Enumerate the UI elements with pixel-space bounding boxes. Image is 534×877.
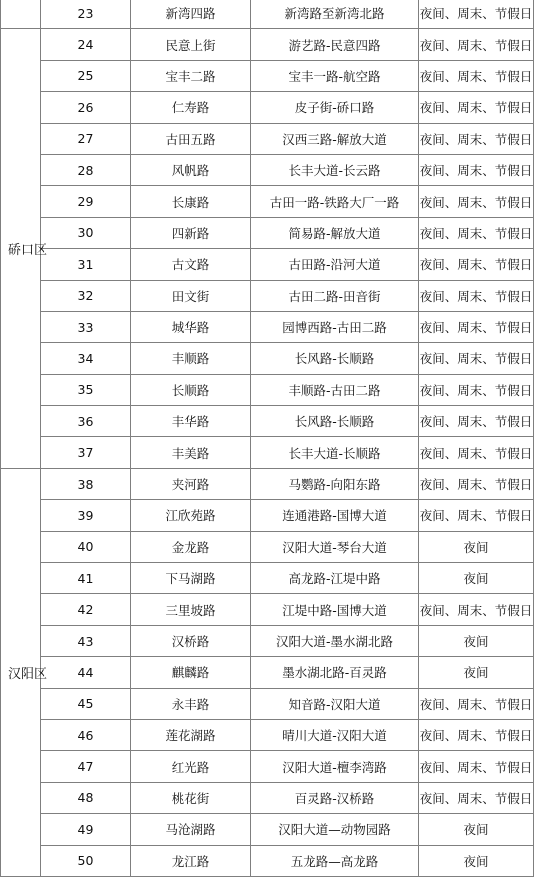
- time-period-cell: 夜间、周末、节假日: [419, 186, 534, 217]
- road-name-cell: 城华路: [131, 311, 251, 342]
- table-row: [1, 311, 534, 342]
- table-row: [1, 563, 534, 594]
- row-number-cell: 30: [41, 217, 131, 248]
- district-cell: [1, 0, 41, 29]
- table-row: [1, 531, 534, 562]
- time-period-cell: 夜间、周末、节假日: [419, 437, 534, 468]
- time-period-cell: 夜间、周末、节假日: [419, 500, 534, 531]
- road-name-cell: 金龙路: [131, 531, 251, 562]
- table-row: [1, 782, 534, 813]
- road-name-cell: 龙江路: [131, 845, 251, 876]
- road-section-cell: 长丰大道-长云路: [251, 154, 419, 185]
- time-period-cell: 夜间: [419, 625, 534, 656]
- road-name-cell: 下马湖路: [131, 563, 251, 594]
- time-period-cell: 夜间、周末、节假日: [419, 688, 534, 719]
- table-row: [1, 0, 534, 29]
- road-section-cell: 简易路-解放大道: [251, 217, 419, 248]
- row-number-cell: 25: [41, 60, 131, 91]
- table-row: [1, 154, 534, 185]
- time-period-cell: 夜间、周末、节假日: [419, 782, 534, 813]
- road-section-cell: 皮子街-硚口路: [251, 92, 419, 123]
- road-section-cell: 汉西三路-解放大道: [251, 123, 419, 154]
- road-section-cell: 游艺路-民意四路: [251, 29, 419, 60]
- table-row: [1, 92, 534, 123]
- row-number-cell: 48: [41, 782, 131, 813]
- road-name-cell: 新湾四路: [131, 0, 251, 29]
- road-name-cell: 丰华路: [131, 406, 251, 437]
- row-number-cell: 37: [41, 437, 131, 468]
- road-section-cell: 墨水湖北路-百灵路: [251, 657, 419, 688]
- road-section-cell: 园博西路-古田二路: [251, 311, 419, 342]
- table-row: [1, 280, 534, 311]
- row-number-cell: 38: [41, 468, 131, 499]
- row-number-cell: 43: [41, 625, 131, 656]
- row-number-cell: 36: [41, 406, 131, 437]
- table-row: [1, 123, 534, 154]
- district-cell: 汉阳区: [1, 468, 41, 876]
- road-section-cell: 长风路-长顺路: [251, 406, 419, 437]
- time-period-cell: 夜间: [419, 531, 534, 562]
- road-section-cell: 汉阳大道—动物园路: [251, 814, 419, 845]
- road-name-cell: 江欣苑路: [131, 500, 251, 531]
- row-number-cell: 24: [41, 29, 131, 60]
- row-number-cell: 47: [41, 751, 131, 782]
- time-period-cell: 夜间、周末、节假日: [419, 594, 534, 625]
- district-cell: 硚口区: [1, 29, 41, 468]
- time-period-cell: 夜间: [419, 814, 534, 845]
- table-row: [1, 217, 534, 248]
- row-number-cell: 49: [41, 814, 131, 845]
- road-name-cell: 丰美路: [131, 437, 251, 468]
- road-name-cell: 四新路: [131, 217, 251, 248]
- row-number-cell: 26: [41, 92, 131, 123]
- time-period-cell: 夜间: [419, 563, 534, 594]
- road-section-cell: 丰顺路-古田二路: [251, 374, 419, 405]
- time-period-cell: 夜间、周末、节假日: [419, 60, 534, 91]
- road-section-cell: 高龙路-江堤中路: [251, 563, 419, 594]
- road-section-cell: 古田路-沿河大道: [251, 249, 419, 280]
- row-number-cell: 41: [41, 563, 131, 594]
- road-section-cell: 长丰大道-长顺路: [251, 437, 419, 468]
- road-name-cell: 民意上街: [131, 29, 251, 60]
- row-number-cell: 39: [41, 500, 131, 531]
- time-period-cell: 夜间、周末、节假日: [419, 123, 534, 154]
- table-row: [1, 751, 534, 782]
- road-name-cell: 风帆路: [131, 154, 251, 185]
- table-row: [1, 594, 534, 625]
- table-row: [1, 249, 534, 280]
- road-name-cell: 永丰路: [131, 688, 251, 719]
- road-name-cell: 宝丰二路: [131, 60, 251, 91]
- road-section-cell: 新湾路至新湾北路: [251, 0, 419, 29]
- row-number-cell: 46: [41, 719, 131, 750]
- time-period-cell: 夜间、周末、节假日: [419, 374, 534, 405]
- row-number-cell: 42: [41, 594, 131, 625]
- road-section-cell: 长风路-长顺路: [251, 343, 419, 374]
- time-period-cell: 夜间、周末、节假日: [419, 0, 534, 29]
- table-row: [1, 845, 534, 876]
- time-period-cell: 夜间、周末、节假日: [419, 343, 534, 374]
- road-name-cell: 马沧湖路: [131, 814, 251, 845]
- road-section-cell: 汉阳大道-檀李湾路: [251, 751, 419, 782]
- time-period-cell: 夜间、周末、节假日: [419, 468, 534, 499]
- table-row: [1, 468, 534, 499]
- road-section-cell: 江堤中路-国博大道: [251, 594, 419, 625]
- road-name-cell: 古文路: [131, 249, 251, 280]
- road-section-cell: 古田一路-铁路大厂一路: [251, 186, 419, 217]
- time-period-cell: 夜间、周末、节假日: [419, 311, 534, 342]
- table-row: [1, 625, 534, 656]
- row-number-cell: 31: [41, 249, 131, 280]
- time-period-cell: 夜间、周末、节假日: [419, 29, 534, 60]
- road-name-cell: 丰顺路: [131, 343, 251, 374]
- road-section-cell: 连通港路-国博大道: [251, 500, 419, 531]
- row-number-cell: 29: [41, 186, 131, 217]
- row-number-cell: 23: [41, 0, 131, 29]
- table-row: [1, 657, 534, 688]
- road-section-cell: 宝丰一路-航空路: [251, 60, 419, 91]
- table-row: [1, 186, 534, 217]
- time-period-cell: 夜间、周末、节假日: [419, 92, 534, 123]
- road-name-cell: 仁寿路: [131, 92, 251, 123]
- row-number-cell: 28: [41, 154, 131, 185]
- road-name-cell: 汉桥路: [131, 625, 251, 656]
- row-number-cell: 45: [41, 688, 131, 719]
- table-row: [1, 437, 534, 468]
- road-name-cell: 桃花街: [131, 782, 251, 813]
- road-section-cell: 晴川大道-汉阳大道: [251, 719, 419, 750]
- time-period-cell: 夜间、周末、节假日: [419, 249, 534, 280]
- road-name-cell: 红光路: [131, 751, 251, 782]
- time-period-cell: 夜间、周末、节假日: [419, 217, 534, 248]
- time-period-cell: 夜间、周末、节假日: [419, 719, 534, 750]
- table-row: [1, 719, 534, 750]
- table-row: [1, 406, 534, 437]
- road-name-cell: 古田五路: [131, 123, 251, 154]
- road-name-cell: 田文街: [131, 280, 251, 311]
- time-period-cell: 夜间、周末、节假日: [419, 751, 534, 782]
- table-row: [1, 500, 534, 531]
- row-number-cell: 27: [41, 123, 131, 154]
- road-table-body: [1, 0, 534, 876]
- road-section-cell: 五龙路—高龙路: [251, 845, 419, 876]
- time-period-cell: 夜间: [419, 845, 534, 876]
- road-section-cell: 古田二路-田音街: [251, 280, 419, 311]
- row-number-cell: 34: [41, 343, 131, 374]
- row-number-cell: 44: [41, 657, 131, 688]
- road-name-cell: 莲花湖路: [131, 719, 251, 750]
- table-row: [1, 60, 534, 91]
- row-number-cell: 40: [41, 531, 131, 562]
- road-section-cell: 汉阳大道-琴台大道: [251, 531, 419, 562]
- table-row: [1, 814, 534, 845]
- road-name-cell: 麒麟路: [131, 657, 251, 688]
- road-section-cell: 汉阳大道-墨水湖北路: [251, 625, 419, 656]
- road-name-cell: 三里坡路: [131, 594, 251, 625]
- time-period-cell: 夜间、周末、节假日: [419, 154, 534, 185]
- time-period-cell: 夜间、周末、节假日: [419, 406, 534, 437]
- table-row: [1, 29, 534, 60]
- road-section-cell: 知音路-汉阳大道: [251, 688, 419, 719]
- row-number-cell: 32: [41, 280, 131, 311]
- time-period-cell: 夜间: [419, 657, 534, 688]
- time-period-cell: 夜间、周末、节假日: [419, 280, 534, 311]
- road-name-cell: 长康路: [131, 186, 251, 217]
- row-number-cell: 33: [41, 311, 131, 342]
- row-number-cell: 35: [41, 374, 131, 405]
- table-row: [1, 343, 534, 374]
- road-section-cell: 马鹦路-向阳东路: [251, 468, 419, 499]
- table-row: [1, 374, 534, 405]
- road-section-cell: 百灵路-汉桥路: [251, 782, 419, 813]
- road-name-cell: 长顺路: [131, 374, 251, 405]
- row-number-cell: 50: [41, 845, 131, 876]
- road-name-cell: 夹河路: [131, 468, 251, 499]
- table-row: [1, 688, 534, 719]
